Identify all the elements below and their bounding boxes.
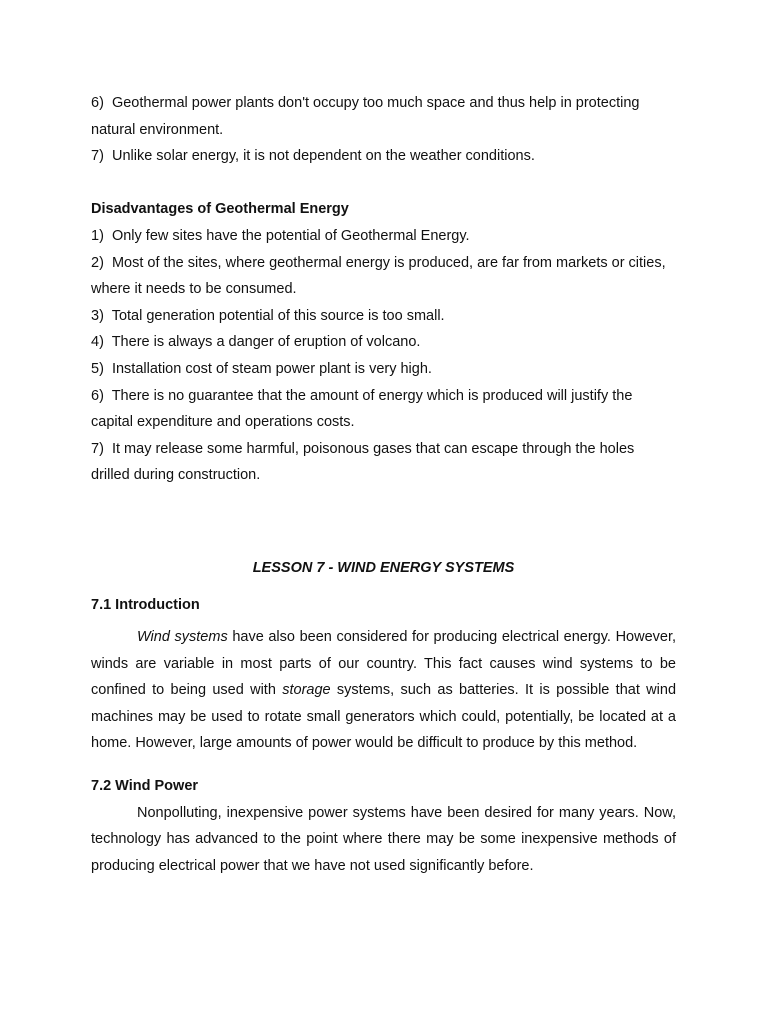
- disadvantage-item-3: 3) Total generation potential of this source is too small.: [91, 307, 445, 324]
- disadvantage-item-6: 6) There is no guarantee that the amount of energy which is produced will justify the capital expenditure and operations costs.: [91, 387, 633, 431]
- advantage-item-7: 7) Unlike solar energy, it is not dependent on the weather conditions.: [91, 148, 535, 165]
- page-content: [91, 90, 676, 879]
- disadvantage-item-4: 4) There is always a danger of eruption of volcano.: [91, 334, 421, 351]
- lesson-title: LESSON 7 - WIND ENERGY SYSTEMS: [252, 559, 515, 576]
- advantage-item-6: 6) Geothermal power plants don't occupy too much space and thus help in protecting natural environment.: [91, 95, 640, 138]
- disadvantages-heading: Disadvantages of Geothermal Energy: [91, 201, 349, 218]
- disadvantage-item-5: 5) Installation cost of steam power plant is very high.: [91, 360, 432, 377]
- wind-power-heading: 7.2 Wind Power: [91, 778, 199, 795]
- disadvantage-item-2: 2) Most of the sites, where geothermal energy is produced, are far from markets or cities, where it needs to be consumed.: [91, 254, 666, 298]
- introduction-paragraph: Wind systems have also been considered for producing electrical energy. However, winds are variable in most parts of our country. This fact causes wind systems to be confined to being used with storage systems, such as batteries. It is possible that wind machines may be used to rotate small generators which could, potentially, be located at a home. However, large amounts of power would be difficult to produce by this method.: [91, 629, 677, 752]
- introduction-heading: 7.1 Introduction: [91, 596, 200, 613]
- disadvantage-item-7: 7) It may release some harmful, poisonous gases that can escape through the holes drilled during construction.: [91, 440, 635, 484]
- wind-power-paragraph: Nonpolluting, inexpensive power systems have been desired for many years. Now, technology has advanced to the point where there may be some inexpensive methods of producing electrical power that we have not used significantly before.: [91, 804, 676, 874]
- disadvantage-item-1: 1) Only few sites have the potential of Geothermal Energy.: [91, 227, 470, 244]
